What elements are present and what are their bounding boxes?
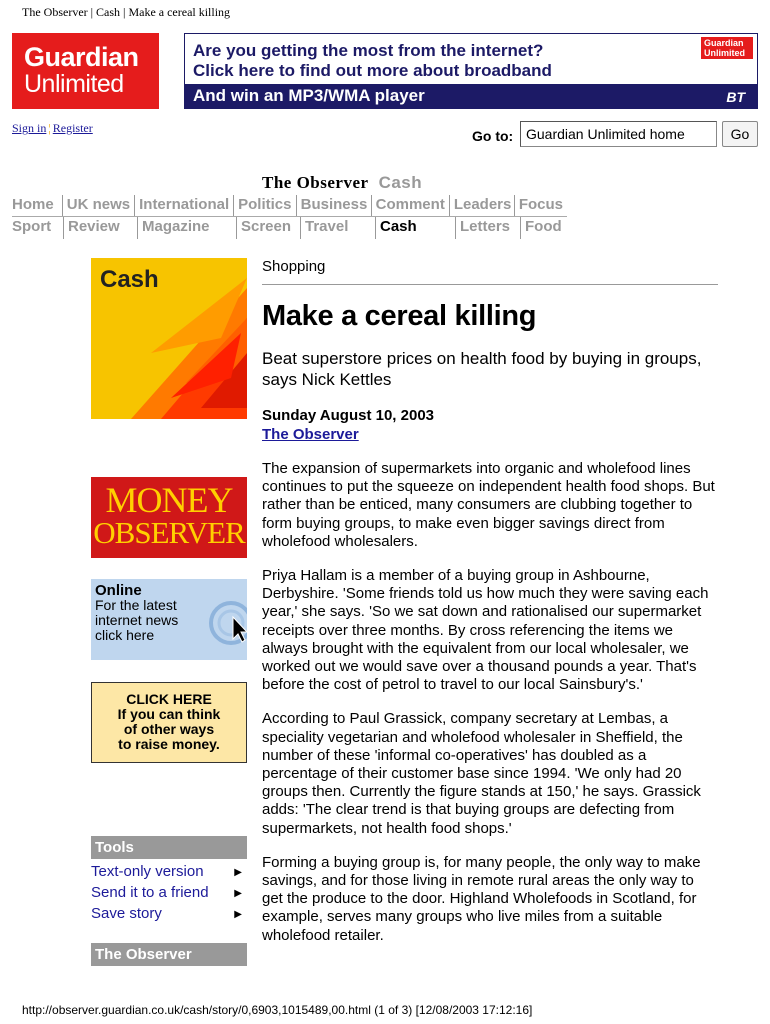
nav-item-travel[interactable]: Travel [300, 217, 375, 239]
nav-item-screen[interactable]: Screen [236, 217, 300, 239]
tool-text-only-label: Text-only version [91, 863, 204, 880]
money-observer-line1: MONEY [105, 480, 233, 520]
masthead-paper: The Observer [262, 173, 369, 192]
section-nav [12, 195, 567, 239]
goto-label: Go to: [472, 128, 514, 144]
broadband-banner-ad[interactable] [184, 33, 758, 109]
banner-line3: And win an MP3/WMA player [185, 84, 757, 108]
sign-in-link[interactable]: Sign in [12, 121, 47, 135]
guardian-unlimited-logo[interactable] [12, 33, 159, 109]
online-ad-line2: For the latest [95, 597, 177, 613]
online-ad-line1: Online [95, 582, 142, 599]
section-masthead [262, 173, 422, 193]
click-here-ad[interactable] [91, 682, 247, 763]
online-ad-line4: click here [95, 627, 155, 643]
nav-row-2 [12, 217, 567, 239]
register-link[interactable]: Register [52, 121, 93, 135]
tool-save-story-label: Save story [91, 905, 162, 922]
article-standfirst: Beat superstore prices on health food by buying in groups, says Nick Kettles [262, 349, 702, 389]
banner-line1: Are you getting the most from the internet? [193, 41, 544, 60]
tools-list [91, 863, 247, 926]
article-headline: Make a cereal killing [262, 300, 537, 332]
logo-line2: Unlimited [24, 70, 124, 98]
arrow-right-icon: ▶ [234, 867, 242, 878]
nav-item-business[interactable]: Business [296, 195, 371, 216]
money-observer-line2: OBSERVER [93, 515, 245, 550]
click-ad-line2: If you can think [117, 706, 221, 722]
tool-send-friend[interactable] [91, 884, 247, 905]
online-news-ad[interactable] [91, 579, 247, 660]
tool-send-friend-label: Send it to a friend [91, 884, 209, 901]
tool-text-only[interactable] [91, 863, 247, 884]
go-button[interactable]: Go [722, 121, 758, 147]
logo-line1: Guardian [24, 42, 139, 72]
banner-guardian-logo: Guardian Unlimited [701, 37, 753, 59]
article [262, 258, 718, 945]
article-date: Sunday August 10, 2003 [262, 407, 435, 424]
goto-select[interactable]: Guardian Unlimited home [520, 121, 717, 147]
cursor-arrow-icon [209, 597, 247, 647]
nav-item-leaders[interactable]: Leaders [449, 195, 514, 216]
nav-item-focus[interactable]: Focus [514, 195, 567, 216]
money-observer-ad[interactable] [91, 477, 247, 558]
nav-row-1 [12, 195, 567, 217]
online-ad-line3: internet news [95, 612, 179, 628]
nav-item-international[interactable]: International [134, 195, 233, 216]
click-ad-line3: of other ways [123, 721, 215, 737]
nav-item-letters[interactable]: Letters [455, 217, 520, 239]
arrow-right-icon: ▶ [234, 888, 242, 899]
article-paragraph: The expansion of supermarkets into organic and wholefood lines continues to put the squeeze on independent health food shops. But rather than be enticed, many consumers are clubbing together to form buying groups, to make even bigger savings direct from wholefood wholesalers. [262, 460, 715, 550]
document-title: The Observer | Cash | Make a cereal killing [22, 5, 231, 19]
click-ad-line4: to raise money. [118, 736, 220, 752]
tool-save-story[interactable] [91, 905, 247, 926]
article-source-link[interactable]: The Observer [262, 426, 359, 443]
article-paragraph: Forming a buying group is, for many people, the only way to make savings, and for those living in remote rural areas the only way to get the produce to the door. Highland Wholefoods in Scotland, for example, serves many groups who live miles from a suitable wholefood retailer. [262, 853, 701, 944]
nav-item-food[interactable]: Food [520, 217, 566, 239]
masthead-section: Cash [378, 173, 423, 192]
article-kicker: Shopping [262, 258, 718, 285]
account-links [12, 121, 93, 136]
nav-item-magazine[interactable]: Magazine [137, 217, 236, 239]
article-paragraph: According to Paul Grassick, company secretary at Lembas, a speciality vegetarian and wholefood wholesaler in Sheffield, the number of these 'informal co-operatives' has doubled as a percentage of their customer base since 1994. 'We only had 20 groups then. Currently the figure stands at 150,' he says. Grassick adds: 'The clear trend is that buying groups are defecting from supermarkets, not health food shops.' [262, 710, 701, 837]
tools-heading: Tools [91, 836, 247, 859]
nav-item-cash[interactable]: Cash [375, 217, 455, 239]
bt-logo: BT [726, 89, 745, 105]
nav-item-review[interactable]: Review [63, 217, 137, 239]
nav-item-sport[interactable]: Sport [12, 218, 52, 235]
nav-item-politics[interactable]: Politics [233, 195, 296, 216]
cash-section-graphic [91, 258, 247, 419]
nav-item-comment[interactable]: Comment [371, 195, 449, 216]
nav-item-home[interactable]: Home [12, 196, 54, 213]
nav-item-uk-news[interactable]: UK news [62, 195, 134, 216]
arrow-right-icon: ▶ [234, 909, 242, 920]
article-paragraph: Priya Hallam is a member of a buying group in Ashbourne, Derbyshire. 'Some friends told us how much they were saving each year,' she says. 'So we sat down and rationalised our supermarket receipts over three months. By cross referencing the items we always brought with the equivalent from our local wholesaler, we worked out we would save over a thousand pounds a year. That's before the cost of petrol to travel to our local Sainsbury's.' [262, 567, 709, 694]
click-ad-line1: CLICK HERE [126, 691, 212, 707]
cash-graphic-label: Cash [100, 266, 159, 293]
page-footer-url: http://observer.guardian.co.uk/cash/story/0,6903,1015489,00.html (1 of 3) [12/08/2003 17:12:16] [22, 1003, 533, 1017]
observer-heading: The Observer [91, 943, 247, 966]
separator: ¦ [48, 121, 51, 135]
banner-line2: Click here to find out more about broadband [193, 61, 552, 80]
